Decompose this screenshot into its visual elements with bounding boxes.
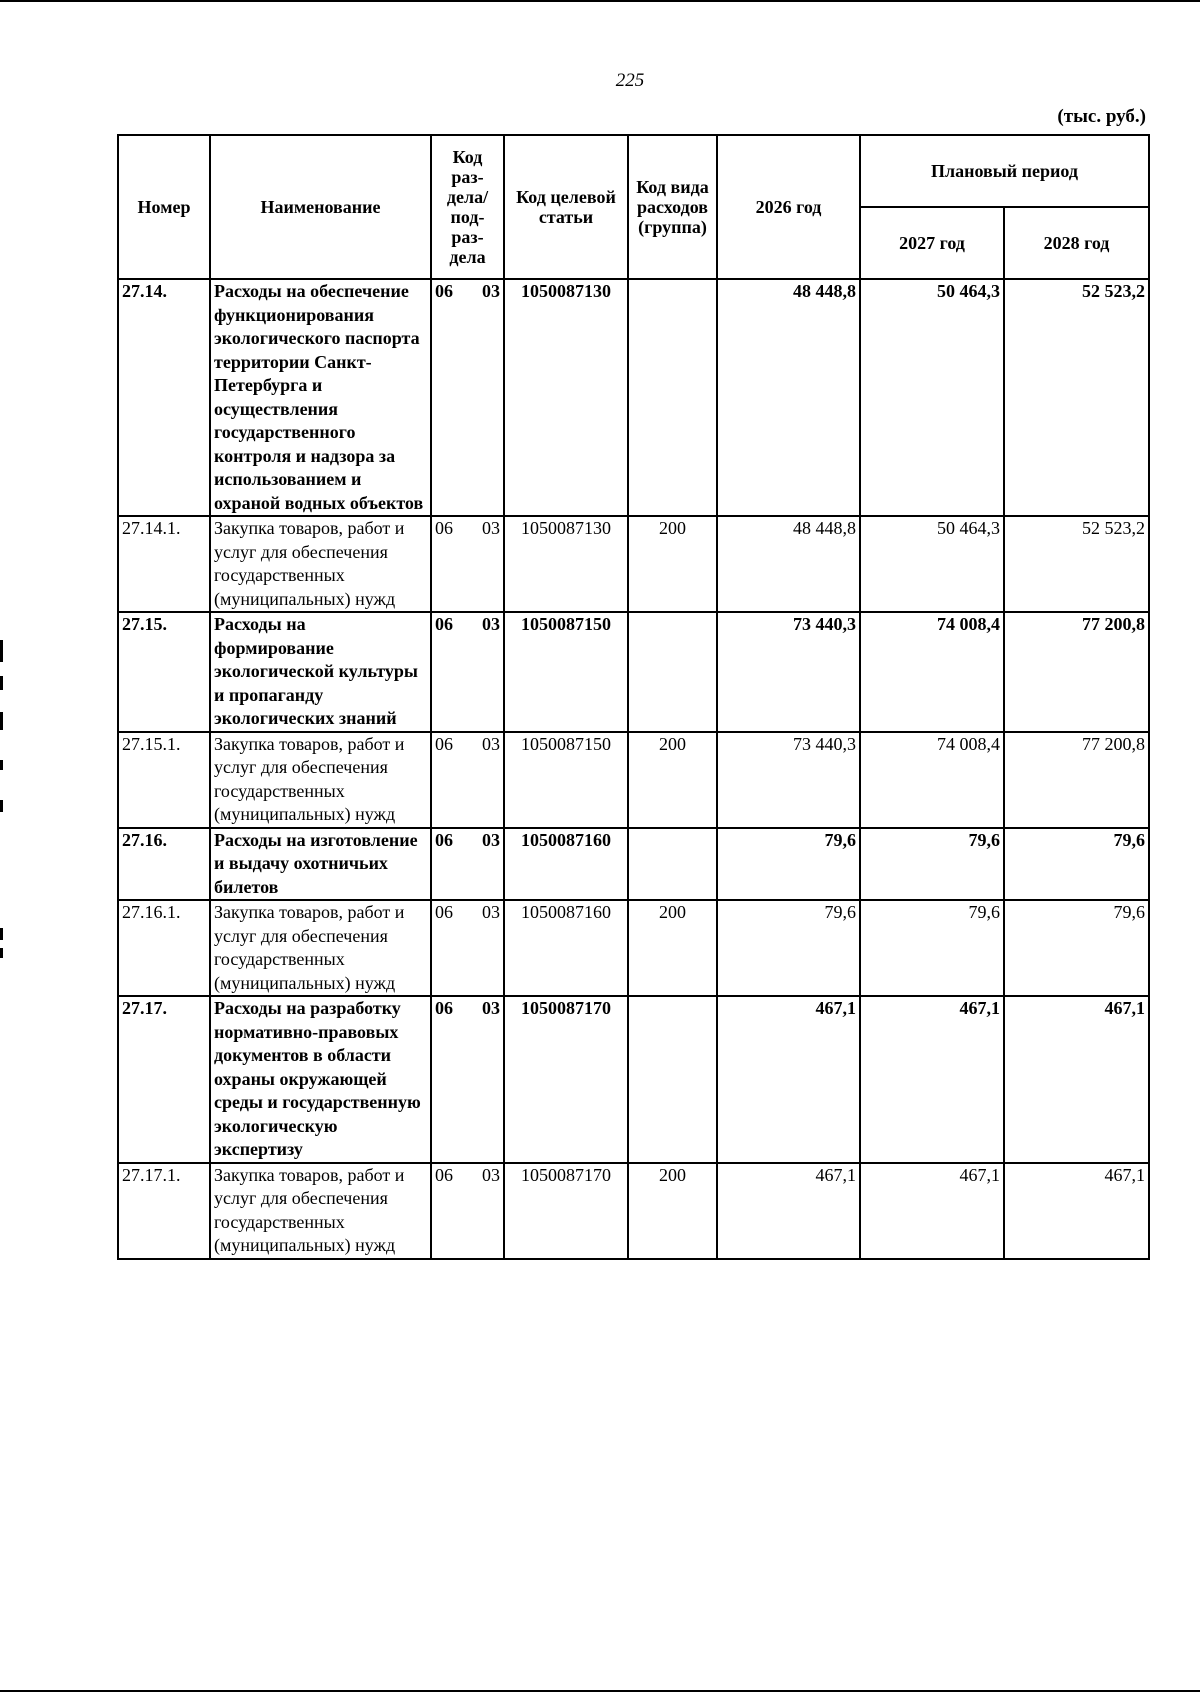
row-amount-2028: 467,1 [1004, 996, 1149, 1163]
row-number: 27.17. [118, 996, 210, 1163]
units-label: (тыс. руб.) [1057, 106, 1146, 127]
section-code: 06 [435, 998, 453, 1018]
row-amount-2028: 52 523,2 [1004, 279, 1149, 516]
row-expense-group: 200 [628, 1163, 717, 1259]
row-amount-2027: 79,6 [860, 828, 1004, 901]
table-row [118, 900, 1149, 996]
row-name: Расходы на разработку нормативно-правовых документов в области охраны окружающей среды и государственную экологическую экспертизу [210, 996, 431, 1163]
row-number: 27.15. [118, 612, 210, 732]
row-name: Закупка товаров, работ и услуг для обеспечения государственных (муниципальных) нужд [210, 516, 431, 612]
row-amount-2026: 79,6 [717, 900, 860, 996]
row-name: Закупка товаров, работ и услуг для обеспечения государственных (муниципальных) нужд [210, 1163, 431, 1259]
row-number: 27.16. [118, 828, 210, 901]
row-target-code: 1050087150 [504, 612, 628, 732]
row-target-code: 1050087130 [504, 279, 628, 516]
row-number: 27.15.1. [118, 732, 210, 828]
section-code: 06 [435, 518, 453, 538]
row-section-code [431, 612, 504, 732]
row-expense-group: 200 [628, 516, 717, 612]
scan-edge-top [0, 0, 1200, 2]
row-amount-2026: 48 448,8 [717, 279, 860, 516]
header-name: Наименование [210, 135, 431, 279]
row-amount-2028: 52 523,2 [1004, 516, 1149, 612]
row-target-code: 1050087170 [504, 996, 628, 1163]
scan-edge-bottom [0, 1690, 1200, 1692]
row-amount-2028: 467,1 [1004, 1163, 1149, 1259]
header-group: Код вида расходов (группа) [628, 135, 717, 279]
page-number: 225 [615, 70, 645, 91]
row-section-code [431, 1163, 504, 1259]
table-row [118, 732, 1149, 828]
row-section-code [431, 996, 504, 1163]
header-planning-period: Плановый период [860, 135, 1149, 207]
row-section-code [431, 279, 504, 516]
header-section: Код раз-дела/ под-раз-дела [431, 135, 504, 279]
row-section-code [431, 828, 504, 901]
row-target-code: 1050087170 [504, 1163, 628, 1259]
row-target-code: 1050087160 [504, 900, 628, 996]
row-expense-group [628, 828, 717, 901]
table-row [118, 996, 1149, 1163]
table-body [118, 279, 1149, 1259]
row-section-code [431, 732, 504, 828]
row-amount-2026: 79,6 [717, 828, 860, 901]
row-amount-2026: 73 440,3 [717, 612, 860, 732]
budget-table [117, 134, 1150, 1260]
section-code: 06 [435, 829, 453, 850]
table-row [118, 516, 1149, 612]
subsection-code: 03 [482, 733, 500, 754]
row-amount-2026: 467,1 [717, 1163, 860, 1259]
row-section-code [431, 900, 504, 996]
row-number: 27.14. [118, 279, 210, 516]
table-row [118, 279, 1149, 516]
row-amount-2027: 74 008,4 [860, 732, 1004, 828]
row-amount-2028: 79,6 [1004, 828, 1149, 901]
subsection-code: 03 [482, 1164, 500, 1185]
row-amount-2028: 77 200,8 [1004, 612, 1149, 732]
row-name: Закупка товаров, работ и услуг для обеспечения государственных (муниципальных) нужд [210, 732, 431, 828]
row-name: Расходы на обеспечение функционирования экологического паспорта территории Санкт-Петербурга и осуществления государственного контроля и надзора за использованием и охраной водных объектов [210, 279, 431, 516]
row-name: Расходы на формирование экологической культуры и пропаганду экологических знаний [210, 612, 431, 732]
row-amount-2027: 79,6 [860, 900, 1004, 996]
header-year-2027: 2027 год [860, 207, 1004, 279]
table-row [118, 612, 1149, 732]
subsection-code: 03 [482, 998, 500, 1018]
row-name: Расходы на изготовление и выдачу охотничьих билетов [210, 828, 431, 901]
row-amount-2028: 79,6 [1004, 900, 1149, 996]
header-target: Код целевой статьи [504, 135, 628, 279]
row-number: 27.17.1. [118, 1163, 210, 1259]
row-amount-2026: 467,1 [717, 996, 860, 1163]
row-target-code: 1050087160 [504, 828, 628, 901]
row-name: Закупка товаров, работ и услуг для обеспечения государственных (муниципальных) нужд [210, 900, 431, 996]
row-target-code: 1050087150 [504, 732, 628, 828]
subsection-code: 03 [482, 614, 500, 634]
row-expense-group [628, 279, 717, 516]
section-code: 06 [435, 614, 453, 634]
header-year-2026: 2026 год [717, 135, 860, 279]
row-expense-group: 200 [628, 900, 717, 996]
row-number: 27.16.1. [118, 900, 210, 996]
table-row [118, 828, 1149, 901]
row-section-code [431, 516, 504, 612]
row-amount-2026: 73 440,3 [717, 732, 860, 828]
section-code: 06 [435, 733, 453, 754]
row-amount-2027: 467,1 [860, 996, 1004, 1163]
subsection-code: 03 [482, 902, 500, 922]
subsection-code: 03 [482, 829, 500, 850]
row-expense-group [628, 996, 717, 1163]
row-amount-2027: 74 008,4 [860, 612, 1004, 732]
row-number: 27.14.1. [118, 516, 210, 612]
table-row [118, 1163, 1149, 1259]
row-amount-2027: 50 464,3 [860, 516, 1004, 612]
row-target-code: 1050087130 [504, 516, 628, 612]
section-code: 06 [435, 902, 453, 922]
row-expense-group [628, 612, 717, 732]
row-amount-2028: 77 200,8 [1004, 732, 1149, 828]
row-expense-group: 200 [628, 732, 717, 828]
subsection-code: 03 [482, 281, 500, 301]
row-amount-2027: 50 464,3 [860, 279, 1004, 516]
row-amount-2027: 467,1 [860, 1163, 1004, 1259]
section-code: 06 [435, 281, 453, 301]
header-year-2028: 2028 год [1004, 207, 1149, 279]
scan-margin-marks [0, 0, 4, 1693]
section-code: 06 [435, 1164, 453, 1185]
header-number: Номер [118, 135, 210, 279]
row-amount-2026: 48 448,8 [717, 516, 860, 612]
subsection-code: 03 [482, 518, 500, 538]
table-header [118, 135, 1149, 279]
